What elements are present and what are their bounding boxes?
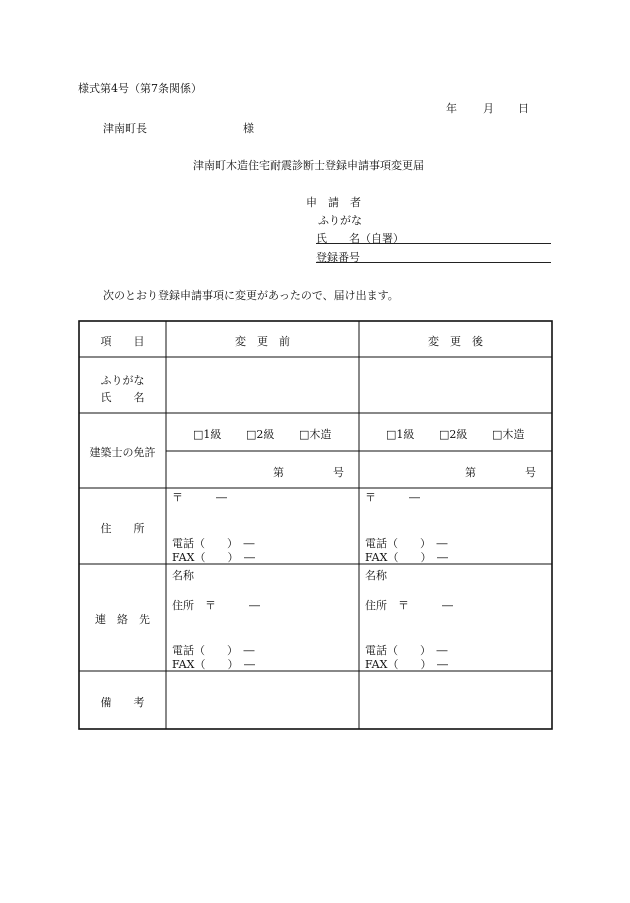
- name-row-label-name: 氏 名: [100, 391, 145, 404]
- contact-after-address[interactable]: 住所 〒 ―: [365, 599, 453, 612]
- contact-before-name[interactable]: 名称: [172, 569, 194, 582]
- address-before-phone[interactable]: 電話（ ） ―: [172, 537, 255, 550]
- license-before-grade2-checkbox[interactable]: □2級: [246, 428, 275, 441]
- intro-text: 次のとおり登録申請事項に変更があったので、届け出ます。: [103, 289, 399, 302]
- remarks-before-field[interactable]: [167, 672, 358, 728]
- name-before-field[interactable]: [167, 358, 358, 412]
- license-before-number-suffix: 号: [333, 466, 344, 479]
- contact-before-phone[interactable]: 電話（ ） ―: [172, 644, 255, 657]
- applicant-heading: 申 請 者: [306, 196, 361, 209]
- contact-after-phone[interactable]: 電話（ ） ―: [365, 644, 448, 657]
- date-month-label: 月: [483, 102, 494, 115]
- contact-before-fax[interactable]: FAX（ ） ―: [172, 658, 255, 671]
- address-row-label: 住 所: [100, 522, 145, 535]
- contact-after-fax[interactable]: FAX（ ） ―: [365, 658, 448, 671]
- header-before: 変 更 前: [235, 335, 290, 348]
- remarks-after-field[interactable]: [360, 672, 551, 728]
- contact-row-label: 連 絡 先: [95, 613, 150, 626]
- license-after-number-prefix: 第: [465, 466, 476, 479]
- address-after-phone[interactable]: 電話（ ） ―: [365, 537, 448, 550]
- address-after-fax[interactable]: FAX（ ） ―: [365, 551, 448, 564]
- applicant-name-label: 氏 名（自署）: [316, 232, 404, 245]
- license-after-wood-checkbox[interactable]: □木造: [492, 428, 525, 441]
- addressee-name: 津南町長: [103, 122, 147, 135]
- address-before-fax[interactable]: FAX（ ） ―: [172, 551, 255, 564]
- address-after-postal[interactable]: 〒 ―: [365, 491, 420, 504]
- date-year-label: 年: [446, 102, 457, 115]
- applicant-registration-label: 登録番号: [316, 251, 360, 264]
- license-before-grade1-checkbox[interactable]: □1級: [193, 428, 222, 441]
- name-after-field[interactable]: [360, 358, 551, 412]
- license-row-label: 建築士の免許: [89, 446, 156, 459]
- license-after-grade1-checkbox[interactable]: □1級: [386, 428, 415, 441]
- contact-after-name[interactable]: 名称: [365, 569, 387, 582]
- header-item: 項 目: [100, 335, 145, 348]
- header-after: 変 更 後: [428, 335, 483, 348]
- address-before-postal[interactable]: 〒 ―: [172, 491, 227, 504]
- addressee-honorific: 様: [243, 122, 254, 135]
- license-before-number-prefix: 第: [273, 466, 284, 479]
- remarks-row-label: 備 考: [100, 696, 145, 709]
- page-title: 津南町木造住宅耐震診断士登録申請事項変更届: [193, 159, 424, 172]
- date-day-label: 日: [518, 102, 529, 115]
- license-before-wood-checkbox[interactable]: □木造: [299, 428, 332, 441]
- form-number: 様式第4号（第7条関係）: [78, 82, 202, 95]
- contact-before-address[interactable]: 住所 〒 ―: [172, 599, 260, 612]
- license-after-number-suffix: 号: [525, 466, 536, 479]
- license-after-grade2-checkbox[interactable]: □2級: [439, 428, 468, 441]
- name-row-label-furigana: ふりがな: [100, 374, 145, 387]
- applicant-furigana-label: ふりがな: [318, 214, 362, 227]
